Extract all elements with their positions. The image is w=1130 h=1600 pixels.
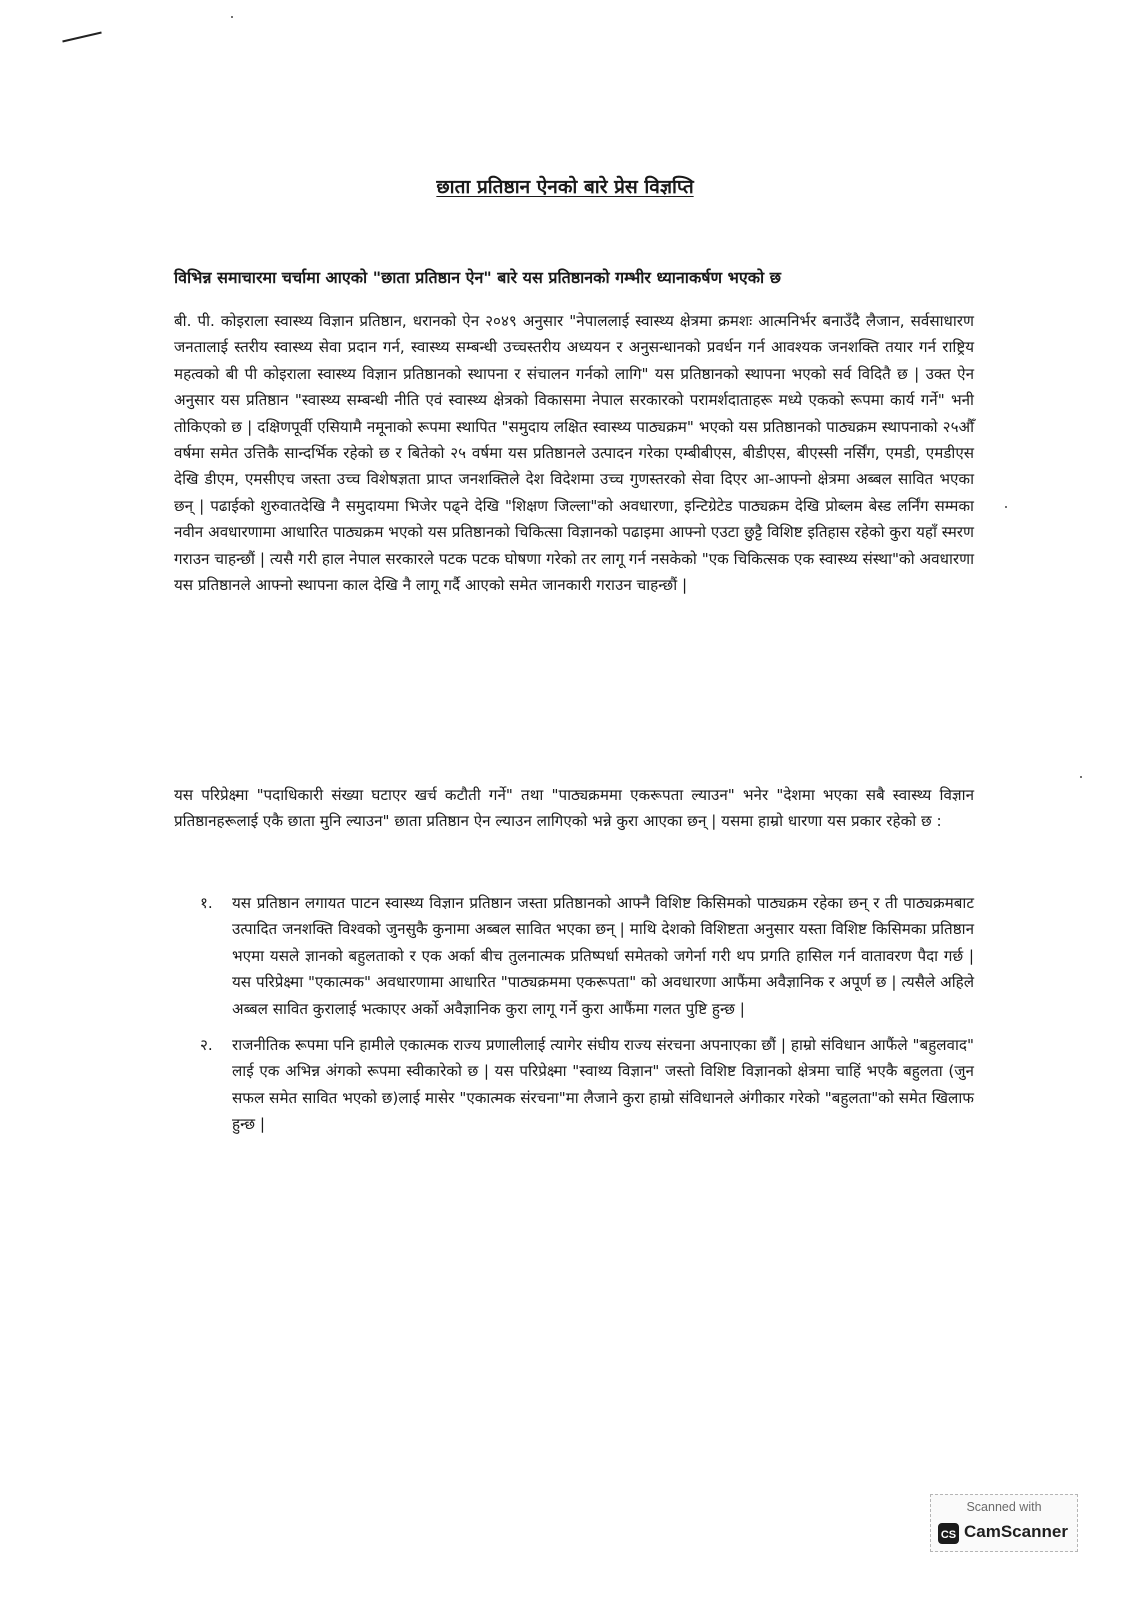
list-item [200, 890, 974, 1022]
scan-speck [231, 16, 233, 18]
svg-text:CS: CS [940, 1529, 957, 1541]
watermark-caption: Scanned with [966, 1500, 1042, 1514]
camscanner-logo-icon [938, 1523, 959, 1544]
list-item-text: राजनीतिक रूपमा पनि हामीले एकात्मक राज्य प्रणालीलाई त्यागेर संघीय राज्य संरचना अपनाएका छौं | हाम्रो संविधान आफैंले "बहुलवाद" लाई एक अभिन्न अंगको रूपमा स्वीकारेको छ | यस परिप्रेक्ष्मा "स्वाथ्य विज्ञान" जस्तो विशिष्ट विज्ञानको क्षेत्रमा चाहिं भएकै बहुलता (जुन सफल समेत सावित भएको छ)लाई मासेर "एकात्मक संरचना"मा लैजाने कुरा हाम्रो संविधानले अंगीकार गरेको "बहुलता"को समेत खिलाफ हुन्छ | [232, 1036, 974, 1134]
pen-stroke-mark [62, 32, 101, 43]
watermark-brand: CamScanner [964, 1522, 1068, 1541]
list-item-number: २. [200, 1036, 213, 1055]
numbered-points-list [200, 890, 974, 1138]
list-item-number: १. [200, 894, 213, 912]
camscanner-watermark [930, 1494, 1078, 1552]
list-item-text: यस प्रतिष्ठान लगायत पाटन स्वास्थ्य विज्ञान प्रतिष्ठान जस्ता प्रतिष्ठानको आफ्नै विशिष्ट किसिमको पाठ्यक्रम रहेका छन् र ती पाठ्यक्रमबाट उत्पादित जनशक्ति विश्वको जुनसुकै कुनामा अब्बल सावित भएका छन् | माथि देशको विशिष्टता अनुसार यस्ता विशिष्ट किसिमका प्रतिष्ठान भएमा यसले ज्ञानको बहुलताको र एक अर्का बीच तुलनात्मक प्रतिष्पर्धा समेतको जगेर्ना गरी थप प्रगति हासिल गर्न वातावरण पैदा गर्छ | यस परिप्रेक्ष्मा "एकात्मक" अवधारणामा आधारित "पाठ्यक्रममा एकरूपता" को अवधारणा आफैंमा अवैज्ञानिक र अपूर्ण छ | त्यसैले अहिले अब्बल सावित कुरालाई भत्काएर अर्को अवैज्ञानिक कुरा लागू गर्ने कुरा आफैंमा गलत पुष्टि हुन्छ | [232, 894, 974, 1018]
document-subheading: विभिन्न समाचारमा चर्चामा आएको "छाता प्रतिष्ठान ऐन" बारे यस प्रतिष्ठानको गम्भीर ध्यानाकर्षण भएको छ [174, 268, 781, 287]
body-paragraph: यस परिप्रेक्ष्मा "पदाधिकारी संख्या घटाएर खर्च कटौती गर्ने" तथा "पाठ्यक्रममा एकरूपता ल्याउन" भनेर "देशमा भएका सबै स्वास्थ्य विज्ञान प्रतिष्ठानहरूलाई एकै छाता मुनि ल्याउन" छाता प्रतिष्ठान ऐन ल्याउन लागिएको भन्ने कुरा आएका छन् | यसमा हाम्रो धारणा यस प्रकार रहेको छ : [174, 786, 974, 831]
scan-speck [1080, 776, 1082, 778]
body-paragraph: बी. पी. कोइराला स्वास्थ्य विज्ञान प्रतिष्ठान, धरानको ऐन २०४९ अनुसार "नेपाललाई स्वास्थ्य क्षेत्रमा क्रमशः आत्मनिर्भर बनाउँदै लैजान, सर्वसाधारण जनतालाई स्तरीय स्वास्थ्य सेवा प्रदान गर्न, स्वास्थ्य सम्बन्धी उच्चस्तरीय अध्ययन र अनुसन्धानको प्रवर्धन गर्न आवश्यक जनशक्ति तयार गर्न राष्ट्रिय महत्वको बी पी कोइराला स्वास्थ्य विज्ञान प्रतिष्ठानको स्थापना र संचालन गर्नको लागि" यस प्रतिष्ठानको स्थापना भएको सर्व विदितै छ | उक्त ऐन अनुसार यस प्रतिष्ठान "स्वास्थ्य सम्बन्धी नीति एवं स्वास्थ्य क्षेत्रको विकासमा नेपाल सरकारको परामर्शदाताहरू मध्ये एकको रूपमा कार्य गर्ने" भनी तोकिएको छ | दक्षिणपूर्वी एसियामै नमूनाको रूपमा स्थापित "समुदाय लक्षित स्वास्थ्य पाठ्यक्रम" भएको यस प्रतिष्ठानको पाठ्यक्रम स्थापनाको २५औँ वर्षमा समेत उत्तिकै सान्दर्भिक रहेको छ र बितेको २५ वर्षमा यस प्रतिष्ठानले उत्पादन गरेका एम्बीबीएस, बीडीएस, बीएस्सी नर्सिंग, एमडी, एमडीएस देखि डीएम, एमसीएच जस्ता उच्च विशेषज्ञता प्राप्त जनशक्तिले देश विदेशमा उच्च गुणस्तरको सेवा दिएर आ-आफ्नो क्षेत्रमा अब्बल सावित भएका छन् | पढाईको शुरुवातदेखि नै समुदायमा भिजेर पढ्ने देखि "शिक्षण जिल्ला"को अवधारणा, इन्टिग्रेटेड पाठ्यक्रम देखि प्रोब्लम बेस्ड लर्निंग सम्मका नवीन अवधारणामा आधारित पाठ्यक्रम भएको यस प्रतिष्ठानको चिकित्सा विज्ञानको पढाइमा आफ्नो एउटा छुट्टै विशिष्ट इतिहास रहेको कुरा यहाँ स्मरण गराउन चाहन्छौं | त्यसै गरी हाल नेपाल सरकारले पटक पटक घोषणा गरेको तर लागू गर्न नसकेको "एक चिकित्सक एक स्वास्थ्य संस्था"को अवधारणा यस प्रतिष्ठानले आफ्नो स्थापना काल देखि नै लागू गर्दै आएको समेत जानकारी गराउन चाहन्छौं | [174, 312, 974, 595]
list-item [200, 1032, 974, 1138]
document-title: छाता प्रतिष्ठान ऐनको बारे प्रेस विज्ञप्ति [436, 176, 694, 198]
scan-speck [1005, 506, 1007, 508]
